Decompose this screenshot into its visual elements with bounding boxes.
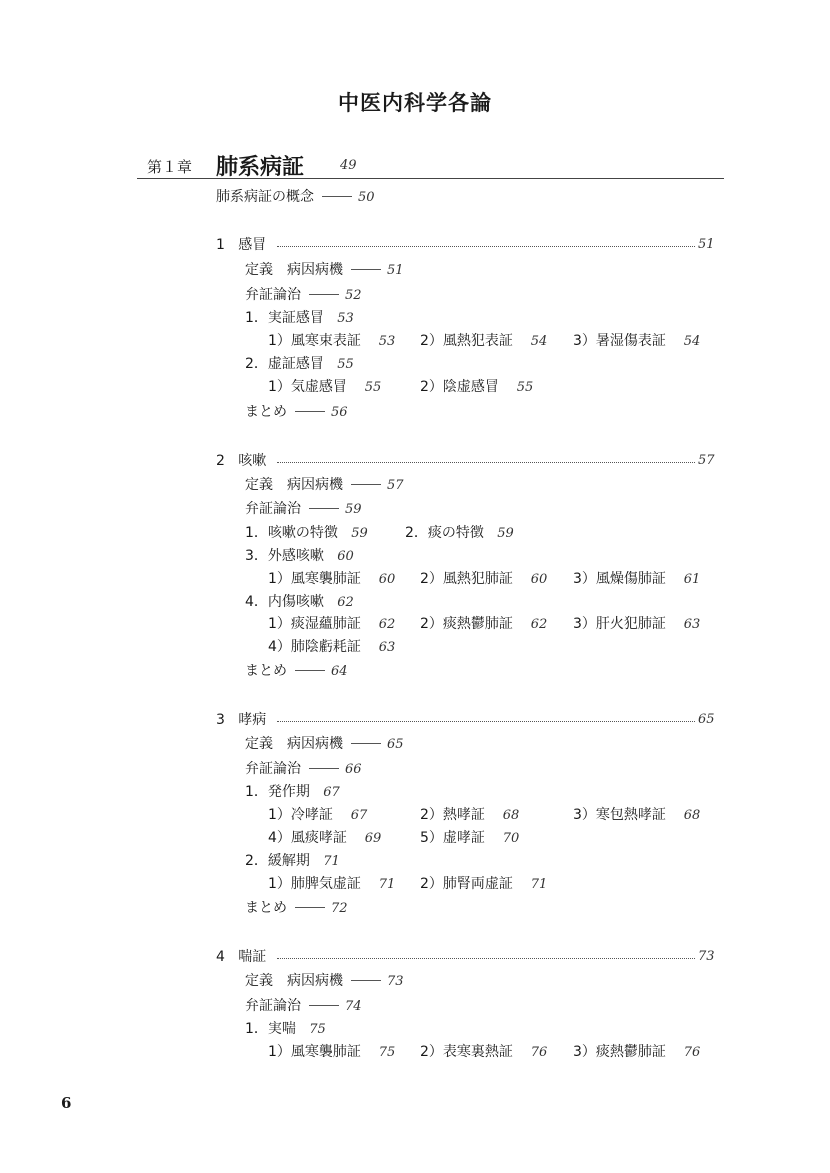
toc-entry[interactable] <box>245 972 404 991</box>
entry-page: 51 <box>387 263 404 278</box>
toc-entry[interactable] <box>245 997 362 1016</box>
toc-entry[interactable] <box>268 332 395 351</box>
entry-page: 67 <box>350 808 368 823</box>
toc-entry[interactable] <box>245 355 354 374</box>
toc-entry[interactable] <box>245 547 354 566</box>
chapter-rule <box>137 178 724 179</box>
entry-label: 1）気虚感冒 <box>268 379 347 395</box>
entry-page: 64 <box>331 664 348 679</box>
section-heading[interactable] <box>216 452 266 470</box>
toc-entry[interactable] <box>420 829 519 848</box>
section-page: 73 <box>698 949 715 964</box>
toc-entry[interactable] <box>420 378 533 397</box>
entry-page: 54 <box>683 334 701 349</box>
dot-leader <box>277 246 695 247</box>
entry-page: 57 <box>387 478 404 493</box>
leader-dash <box>309 1005 339 1006</box>
entry-label: 弁証論治 <box>245 998 301 1014</box>
entry-page: 68 <box>683 808 701 823</box>
entry-page: 67 <box>323 785 340 800</box>
toc-entry-concept[interactable] <box>216 188 375 207</box>
entry-page: 55 <box>516 380 534 395</box>
entry-label: 2．虚証感冒 <box>245 356 324 372</box>
entry-label: 弁証論治 <box>245 287 301 303</box>
entry-page: 56 <box>331 405 348 420</box>
entry-page: 53 <box>378 334 396 349</box>
dot-leader <box>277 721 695 722</box>
entry-label: 1）痰湿蘊肺証 <box>268 616 361 632</box>
entry-page: 50 <box>358 190 375 205</box>
page-number: 6 <box>61 1094 72 1112</box>
toc-entry[interactable] <box>268 615 395 634</box>
entry-label: 2）風熱犯肺証 <box>420 571 513 587</box>
entry-page: 73 <box>387 974 404 989</box>
entry-page: 65 <box>387 737 404 752</box>
entry-label: 1．咳嗽の特徴 <box>245 525 338 541</box>
toc-entry[interactable] <box>245 261 404 280</box>
entry-label: 3）肝火犯肺証 <box>573 616 666 632</box>
section-page: 57 <box>698 453 715 468</box>
leader-dash <box>322 196 352 197</box>
entry-label: 1．発作期 <box>245 784 310 800</box>
entry-label: 3）寒包熱哮証 <box>573 807 666 823</box>
entry-page: 60 <box>378 572 396 587</box>
entry-page: 53 <box>337 311 354 326</box>
entry-page: 59 <box>497 526 514 541</box>
leader-dash <box>309 508 339 509</box>
toc-entry[interactable] <box>245 286 362 305</box>
section-heading[interactable] <box>216 236 266 254</box>
section-number: 1 <box>216 237 225 253</box>
entry-page: 55 <box>364 380 382 395</box>
toc-entry[interactable] <box>573 1043 700 1062</box>
section-title: 哮病 <box>238 712 267 728</box>
entry-label: 3．外感咳嗽 <box>245 548 324 564</box>
leader-dash <box>295 670 325 671</box>
chapter-page: 49 <box>340 158 357 173</box>
section-title: 喘証 <box>238 949 267 965</box>
entry-page: 63 <box>378 640 396 655</box>
toc-entry[interactable] <box>405 524 514 543</box>
toc-entry[interactable] <box>245 760 362 779</box>
entry-page: 60 <box>337 549 354 564</box>
toc-entry[interactable] <box>420 332 547 351</box>
toc-entry[interactable] <box>245 309 354 328</box>
book-title: 中医内科学各論 <box>338 91 492 115</box>
entry-page: 66 <box>345 762 362 777</box>
toc-entry[interactable] <box>573 806 700 825</box>
entry-page: 74 <box>345 999 362 1014</box>
entry-label: まとめ <box>245 900 287 916</box>
section-title: 感冒 <box>238 237 267 253</box>
entry-page: 70 <box>502 831 520 846</box>
entry-label: 4）風痰哮証 <box>268 830 347 846</box>
toc-entry[interactable] <box>268 1043 395 1062</box>
toc-entry[interactable] <box>573 332 700 351</box>
entry-page: 60 <box>530 572 548 587</box>
entry-page: 62 <box>337 595 354 610</box>
toc-entry[interactable] <box>245 899 348 918</box>
toc-entry[interactable] <box>268 638 395 657</box>
entry-label: まとめ <box>245 663 287 679</box>
entry-page: 71 <box>378 877 396 892</box>
entry-page: 72 <box>331 901 348 916</box>
toc-entry[interactable] <box>420 875 547 894</box>
entry-label: 定義 病因病機 <box>245 477 343 493</box>
entry-label: 弁証論治 <box>245 501 301 517</box>
entry-page: 75 <box>378 1045 396 1060</box>
entry-label: 定義 病因病機 <box>245 973 343 989</box>
entry-label: 2）熱哮証 <box>420 807 485 823</box>
toc-entry[interactable] <box>245 735 404 754</box>
entry-page: 71 <box>530 877 548 892</box>
toc-entry[interactable] <box>268 806 367 825</box>
section-number: 4 <box>216 949 225 965</box>
entry-label: 3）暑湿傷表証 <box>573 333 666 349</box>
entry-label: 3）痰熱鬱肺証 <box>573 1044 666 1060</box>
entry-page: 59 <box>345 502 362 517</box>
toc-entry[interactable] <box>420 806 519 825</box>
entry-label: 弁証論治 <box>245 761 301 777</box>
toc-entry[interactable] <box>268 378 381 397</box>
entry-label: 5）虚哮証 <box>420 830 485 846</box>
toc-entry[interactable] <box>420 570 547 589</box>
leader-dash <box>295 907 325 908</box>
toc-entry[interactable] <box>245 662 348 681</box>
entry-label: 1．実証感冒 <box>245 310 324 326</box>
section-number: 3 <box>216 712 225 728</box>
section-heading[interactable] <box>216 711 266 729</box>
section-heading[interactable] <box>216 948 266 966</box>
entry-label: 4）肺陰虧耗証 <box>268 639 361 655</box>
toc-entry[interactable] <box>245 783 340 802</box>
entry-label: 2）陰虚感冒 <box>420 379 499 395</box>
entry-label: 定義 病因病機 <box>245 262 343 278</box>
leader-dash <box>351 980 381 981</box>
entry-page: 71 <box>323 854 340 869</box>
entry-page: 55 <box>337 357 354 372</box>
dot-leader <box>277 462 695 463</box>
dot-leader <box>277 958 695 959</box>
toc-entry[interactable] <box>268 875 395 894</box>
toc-entry[interactable] <box>245 593 354 612</box>
entry-page: 61 <box>683 572 701 587</box>
leader-dash <box>351 743 381 744</box>
toc-entry[interactable] <box>573 615 700 634</box>
entry-label: 2．緩解期 <box>245 853 310 869</box>
toc-entry[interactable] <box>420 1043 547 1062</box>
entry-label: 3）風燥傷肺証 <box>573 571 666 587</box>
entry-label: 1）風寒襲肺証 <box>268 571 361 587</box>
toc-entry[interactable] <box>245 500 362 519</box>
entry-page: 54 <box>530 334 548 349</box>
entry-label: 2）表寒裏熱証 <box>420 1044 513 1060</box>
leader-dash <box>309 768 339 769</box>
toc-entry[interactable] <box>245 403 348 422</box>
entry-page: 76 <box>683 1045 701 1060</box>
toc-entry[interactable] <box>245 852 340 871</box>
entry-label: 2）痰熱鬱肺証 <box>420 616 513 632</box>
entry-label: 1）肺脾気虚証 <box>268 876 361 892</box>
leader-dash <box>295 411 325 412</box>
leader-dash <box>351 269 381 270</box>
section-title: 咳嗽 <box>238 453 267 469</box>
entry-label: 1）冷哮証 <box>268 807 333 823</box>
toc-entry[interactable] <box>573 570 700 589</box>
toc-entry[interactable] <box>268 570 395 589</box>
entry-label: まとめ <box>245 404 287 420</box>
leader-dash <box>351 484 381 485</box>
entry-page: 68 <box>502 808 520 823</box>
section-number: 2 <box>216 453 225 469</box>
entry-label: 1．実喘 <box>245 1021 296 1037</box>
entry-page: 62 <box>378 617 396 632</box>
entry-page: 76 <box>530 1045 548 1060</box>
entry-label: 肺系病証の概念 <box>216 189 314 205</box>
entry-label: 1）風寒束表証 <box>268 333 361 349</box>
section-page: 65 <box>698 712 715 727</box>
entry-label: 2．痰の特徴 <box>405 525 484 541</box>
entry-page: 75 <box>309 1022 326 1037</box>
entry-page: 59 <box>351 526 368 541</box>
entry-label: 2）風熱犯表証 <box>420 333 513 349</box>
toc-entry[interactable] <box>420 615 547 634</box>
toc-entry[interactable] <box>245 524 368 543</box>
entry-page: 62 <box>530 617 548 632</box>
section-page: 51 <box>698 237 715 252</box>
entry-label: 2）肺腎両虚証 <box>420 876 513 892</box>
leader-dash <box>309 294 339 295</box>
entry-page: 63 <box>683 617 701 632</box>
toc-entry[interactable] <box>245 1020 326 1039</box>
entry-label: 定義 病因病機 <box>245 736 343 752</box>
toc-entry[interactable] <box>268 829 381 848</box>
entry-page: 69 <box>364 831 382 846</box>
entry-page: 52 <box>345 288 362 303</box>
toc-entry[interactable] <box>245 476 404 495</box>
chapter-label: 第１章 <box>147 158 193 176</box>
entry-label: 1）風寒襲肺証 <box>268 1044 361 1060</box>
chapter-title: 肺系病証 <box>216 154 305 180</box>
entry-label: 4．内傷咳嗽 <box>245 594 324 610</box>
